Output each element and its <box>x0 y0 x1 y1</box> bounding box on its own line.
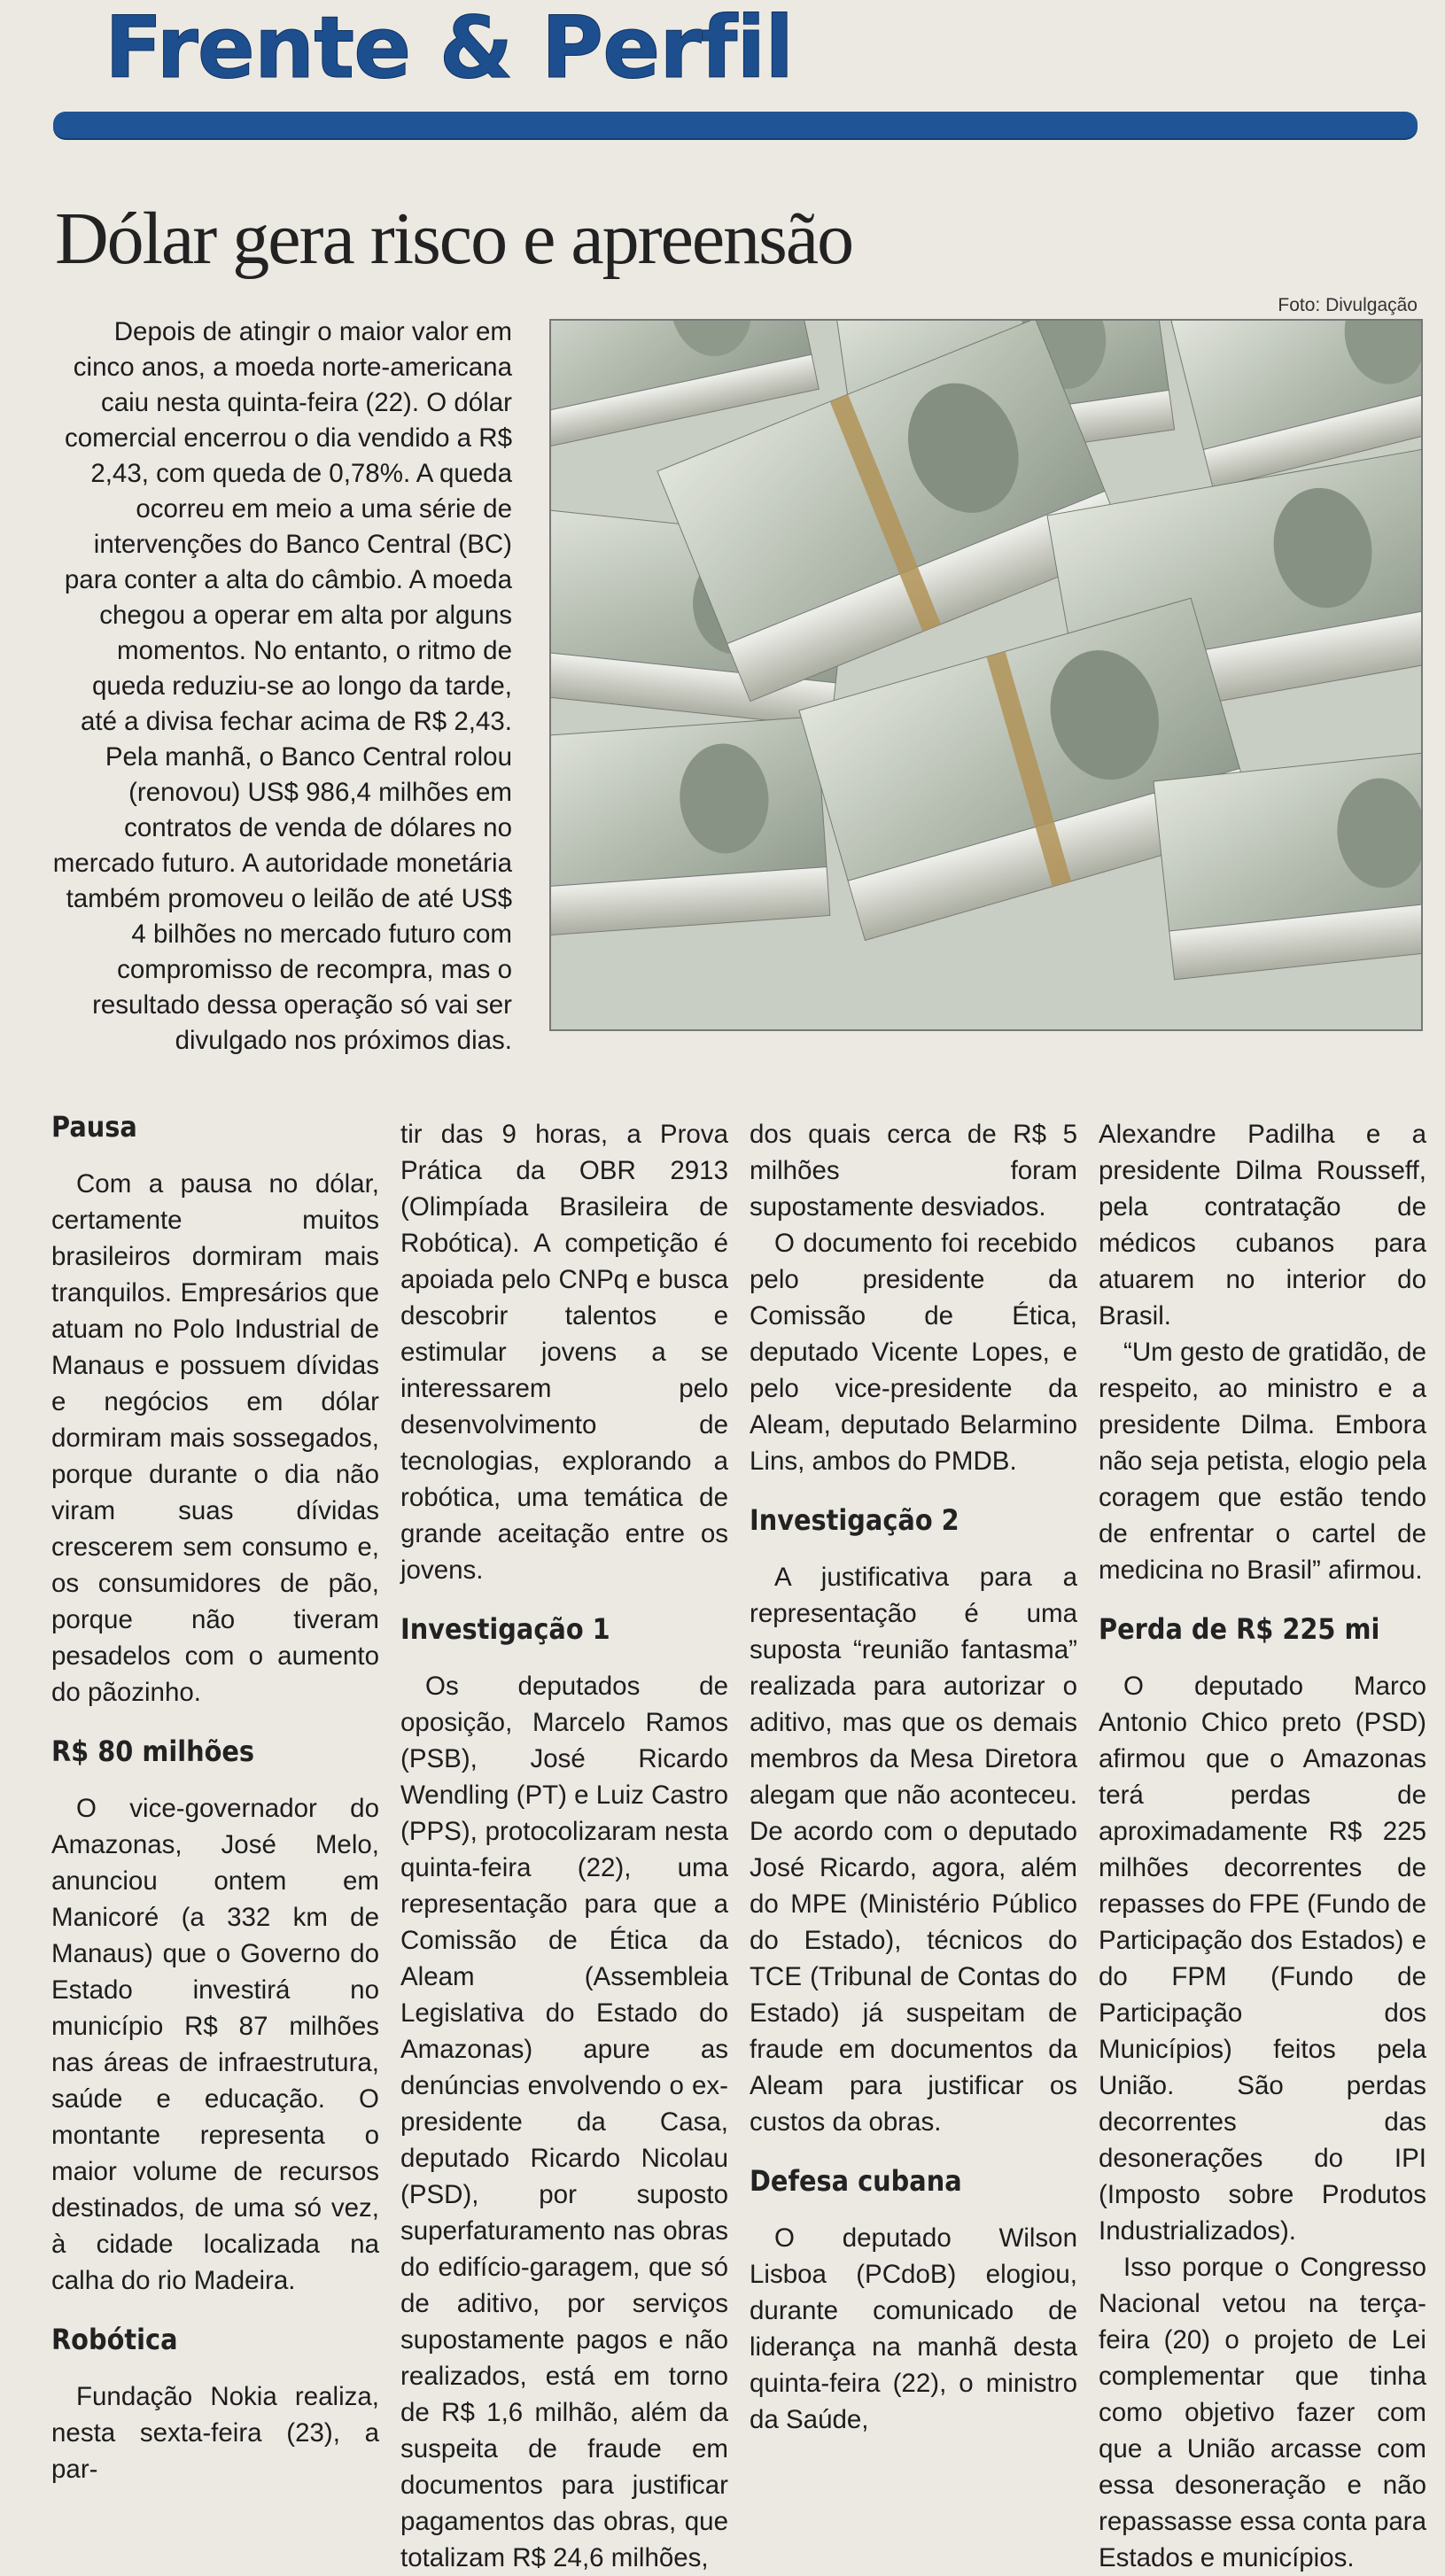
paragraph-80-milhoes: O vice-governador do Amazonas, José Melo, anunciou ontem em Manicoré (a 332 km de Manaus) que o Governo do Estado investirá no município R$ 87 milhões nas áreas de infraestrutura, saúde e educação. O montante representa o maior volume de recursos destinados, de uma só vez, à cidade localizada na calha do rio Madeira. <box>51 1794 379 2295</box>
paragraph-robotica-cont: tir das 9 horas, a Prova Prática da OBR 2913 (Olimpíada Brasileira de Robótica). A competição é apoiada pelo CNPq e busca descobrir talentos e estimular jovens a se interessarem pelo desenvolvimento de tecnologias, explorando a robótica, uma temática de grande aceitação entre os jovens. <box>400 1120 728 1585</box>
subhead-investigacao-2: Investigação 2 <box>750 1503 959 1537</box>
paragraph-defesa-cubana: O deputado Wilson Lisboa (PCdoB) elogiou, durante comunicado de liderança na manhã desta quinta-feira (22), o ministro da Saúde, <box>750 2223 1077 2434</box>
column-4 <box>1099 1116 1426 2576</box>
lead-paragraph: Depois de atingir o maior valor em cinco anos, a moeda norte-americana caiu nesta quinta-feira (22). O dólar comercial encerrou o dia vendido a R$ 2,43, com queda de 0,78%. A queda ocorreu em meio a uma série de intervenções do Banco Central (BC) para conter a alta do câmbio. A moeda chegou a operar em alta por alguns momentos. No entanto, o ritmo de queda reduziu-se ao longo da tarde, até a divisa fechar acima de R$ 2,43. Pela manhã, o Banco Central rolou (renovou) US$ 986,4 milhões em contratos de venda de dólares no mercado futuro. A autoridade monetária também promoveu o leilão de até US$ 4 bilhões no mercado futuro com compromisso de recompra, mas o resultado dessa operação só vai ser divulgado nos próximos dias. <box>52 317 512 1055</box>
paragraph-perda-225: O deputado Marco Antonio Chico preto (PSD) afirmou que o Amazonas terá perdas de aproximadamente R$ 225 milhões decorrentes de repasses do FPE (Fundo de Participação dos Estados) e do FPM (Fundo de Participação dos Municípios) feitos pela União. São perdas decorrentes das desonerações do IPI (Imposto sobre Produtos Industrializados). <box>1099 1672 1426 2246</box>
paragraph-perda-225-p2: Isso porque o Congresso Nacional vetou na terça-feira (20) o projeto de Lei complementar que tinha como objetivo fazer com que a União arcasse com essa desoneração e não repassasse essa conta para Estados e municípios. <box>1099 2253 1426 2572</box>
subhead-80-milhoes: R$ 80 milhões <box>51 1734 255 1768</box>
paragraph-investigacao-2: A justificativa para a representação é uma suposta “reunião fantasma” realizada para autorizar o aditivo, mas que os demais membros da Mesa Diretora alegam que não aconteceu. De acordo com o deputado José Ricardo, agora, além do MPE (Ministério Público do Estado), técnicos do TCE (Tribunal de Contas do Estado) já suspeitam de fraude em documentos da Aleam para justificar os custos da obras. <box>750 1563 1077 2137</box>
column-3 <box>750 1116 1077 2438</box>
paragraph-robotica: Fundação Nokia realiza, nesta sexta-feira (23), a par- <box>51 2382 379 2484</box>
column-1 <box>51 1109 379 2487</box>
paragraph-investigacao-1: Os deputados de oposição, Marcelo Ramos (PSB), José Ricardo Wendling (PT) e Luiz Castro (PPS), protocolizaram nesta quinta-feira (22), uma representação para que a Comissão de Ética da Aleam (Assembleia Legislativa do Estado do Amazonas) apure as denúncias envolvendo o ex-presidente da Casa, deputado Ricardo Nicolau (PSD), por suposto superfaturamento nas obras do edifício-garagem, que só de aditivo, por serviços supostamente pagos e não realizados, está em torno de R$ 1,6 milhão, além da suspeita de fraude em documentos para justificar pagamentos das obras, que totalizam R$ 24,6 milhões, <box>400 1672 728 2572</box>
subhead-pausa: Pausa <box>51 1110 137 1144</box>
subhead-investigacao-1: Investigação 1 <box>400 1612 610 1646</box>
section-bar <box>53 112 1418 138</box>
paragraph-investigacao-1-cont: dos quais cerca de R$ 5 milhões foram supostamente desviados. <box>750 1120 1077 1222</box>
money-stacks-icon <box>551 321 1421 1029</box>
paragraph-pausa: Com a pausa no dólar, certamente muitos brasileiros dormiram mais tranquilos. Empresários que atuam no Polo Industrial de Manaus e possuem dívidas e negócios em dólar dormiram mais sossegados, porque durante o dia não viram suas dívidas crescerem sem consumo e, os consumidores de pão, porque não tiveram pesadelos com o aumento do pãozinho. <box>51 1169 379 1707</box>
money-stacks-photo <box>549 319 1423 1031</box>
subhead-perda-225: Perda de R$ 225 mi <box>1099 1612 1380 1646</box>
paragraph-investigacao-1-p2: O documento foi recebido pelo presidente da Comissão de Ética, deputado Vicente Lopes, e pelo vice-presidente da Aleam, deputado Belarmino Lins, ambos do PMDB. <box>750 1229 1077 1476</box>
paragraph-defesa-cubana-p2: “Um gesto de gratidão, de respeito, ao ministro e a presidente Dilma. Embora não seja petista, elogio pela coragem que estão tendo de enfrentar o cartel de medicina no Brasil” afirmou. <box>1099 1338 1426 1585</box>
subhead-robotica: Robótica <box>51 2323 178 2356</box>
column-2 <box>400 1116 728 2576</box>
subhead-defesa-cubana: Defesa cubana <box>750 2164 962 2198</box>
headline: Dólar gera risco e apreensão <box>55 198 853 280</box>
section-title: Frente & Perfil <box>105 0 794 97</box>
paragraph-defesa-cubana-cont: Alexandre Padilha e a presidente Dilma Rousseff, pela contratação de médicos cubanos para atuarem no interior do Brasil. <box>1099 1120 1426 1331</box>
photo-credit: Foto: Divulgação <box>1278 295 1418 315</box>
